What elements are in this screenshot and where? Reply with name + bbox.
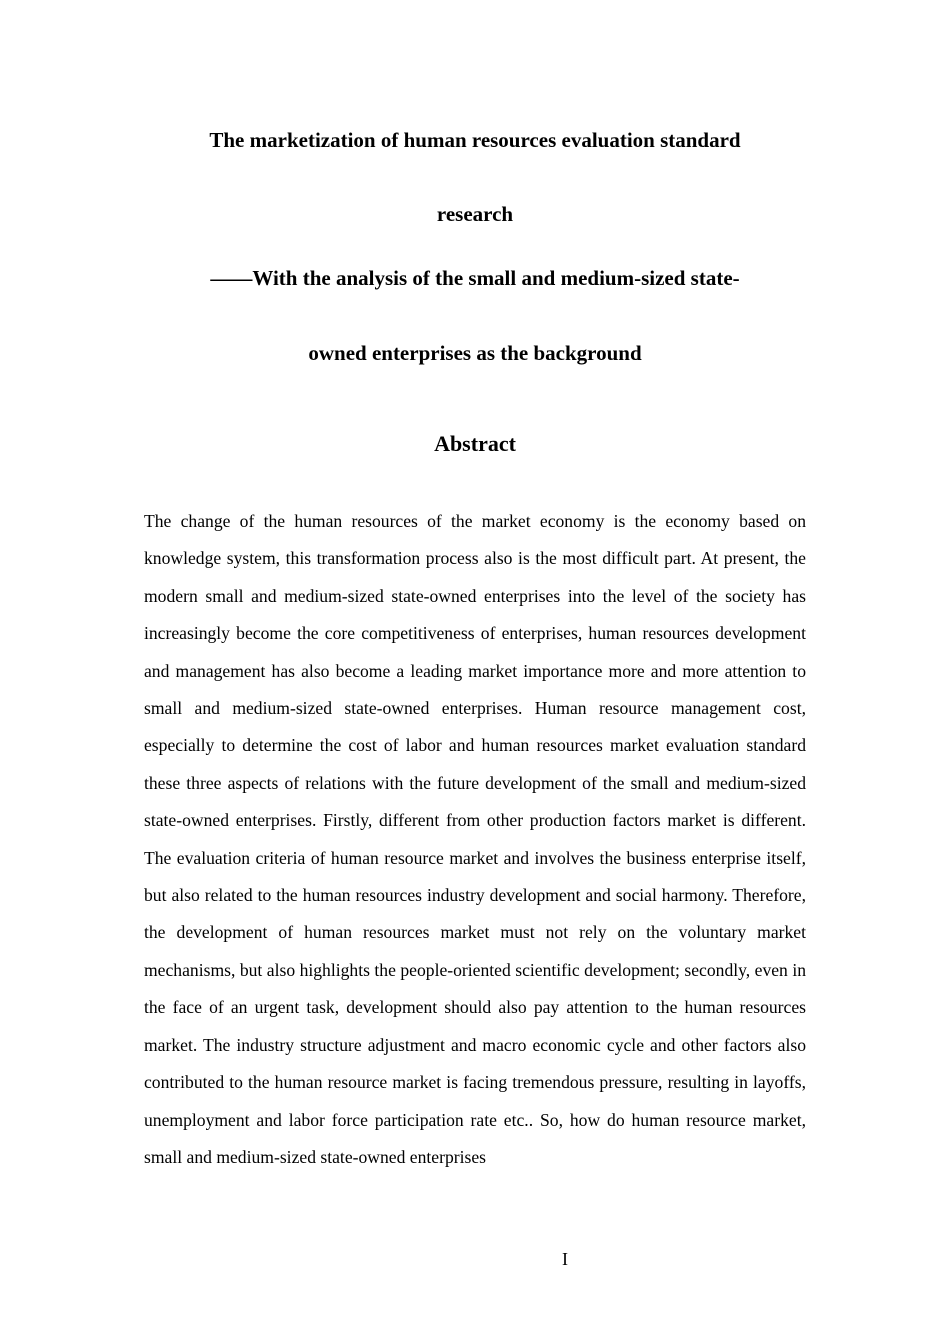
abstract-heading: Abstract: [434, 431, 516, 456]
subtitle-line-1: ——With the analysis of the small and medium-sized state-: [210, 266, 740, 290]
subtitle-line-2: owned enterprises as the background: [308, 341, 642, 365]
title-line-1: The marketization of human resources evaluation standard: [209, 128, 741, 152]
title-line-2: research: [436, 202, 514, 226]
title-block: [0, 121, 950, 372]
abstract-paragraph: The change of the human resources of the market economy is the economy based on knowledge system, this transformation process also is the most difficult part. At present, the modern small and medium-sized state-owned enterprises into the level of the society has increasingly become the core competitiveness of enterprises, human resources development and management has also become a leading market importance more and more attention to small and medium-sized state-owned enterprises. Human resource management cost, especially to determine the cost of labor and human resources market evaluation standard these three aspects of relations with the future development of the small and medium-sized state-owned enterprises. Firstly, different from other production factors market is different. The evaluation criteria of human resource market and involves the business enterprise itself, but also related to the human resources industry development and social harmony. Therefore, the development of human resources market must not rely on the voluntary market mechanisms, but also highlights the people-oriented scientific development; secondly, even in the face of an urgent task, development should also pay attention to the human resources market. The industry structure adjustment and macro economic cycle and other factors also contributed to the human resource market is facing tremendous pressure, resulting in layoffs, unemployment and labor force participation rate etc.. So, how do human resource market, small and medium-sized state-owned enterprises: [144, 511, 806, 1167]
page-number: I: [562, 1249, 568, 1269]
